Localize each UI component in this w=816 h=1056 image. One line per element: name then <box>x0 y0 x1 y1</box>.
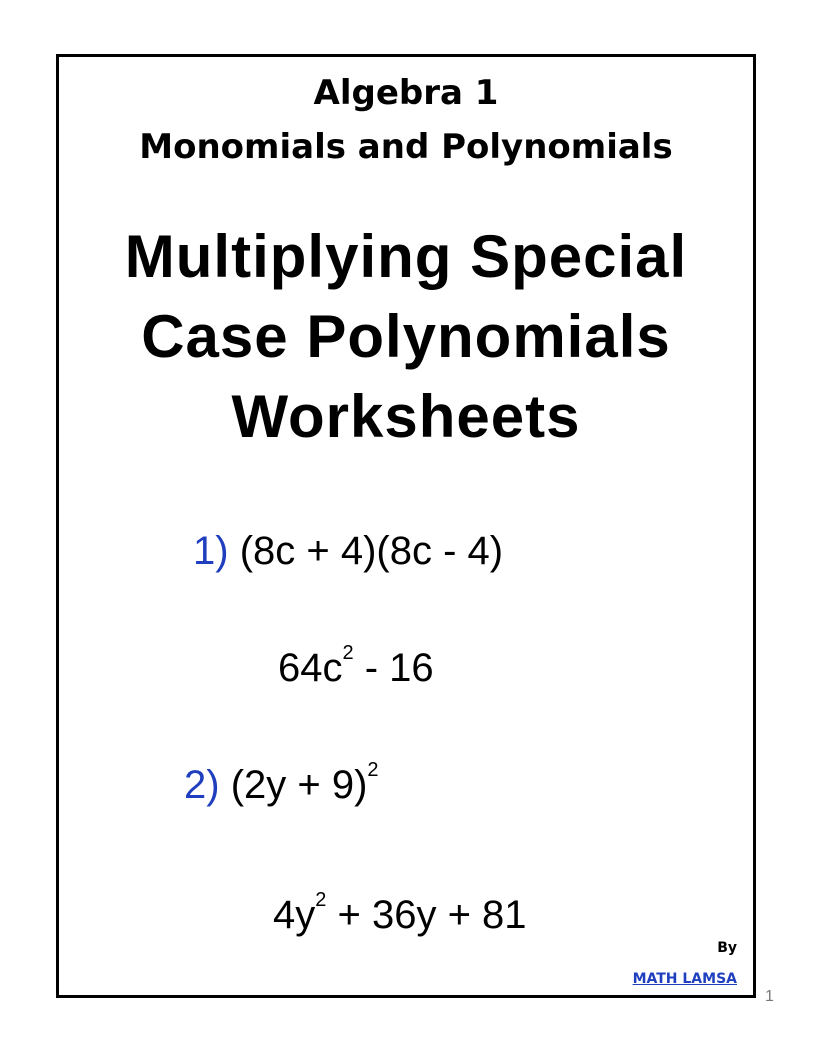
page-number: 1 <box>765 988 774 1005</box>
main-title-line-3: Worksheets <box>231 383 581 450</box>
example-1-expression: (8c + 4)(8c - 4) <box>239 529 504 573</box>
example-2-problem <box>184 759 379 807</box>
worksheet-cover-frame <box>56 54 756 998</box>
course-title: Algebra 1 <box>313 73 499 113</box>
main-title-line-1: Multiplying Special <box>124 223 688 290</box>
example-2-expression: $(2y + 9)^2$ <box>230 759 379 807</box>
example-1-problem <box>193 531 503 571</box>
example-2-answer: $4y^2 + 36y + 81$ <box>273 889 527 937</box>
example-2-number: 2) <box>184 763 220 807</box>
unit-title: Monomials and Polynomials <box>139 127 673 167</box>
by-label: By <box>717 940 737 956</box>
main-title-line-2: Case Polynomials <box>141 303 671 370</box>
example-1-number: 1) <box>193 529 229 573</box>
example-1-answer: $64c^2 - 16$ <box>278 642 434 690</box>
author-link[interactable]: MATH LAMSA <box>632 971 737 987</box>
